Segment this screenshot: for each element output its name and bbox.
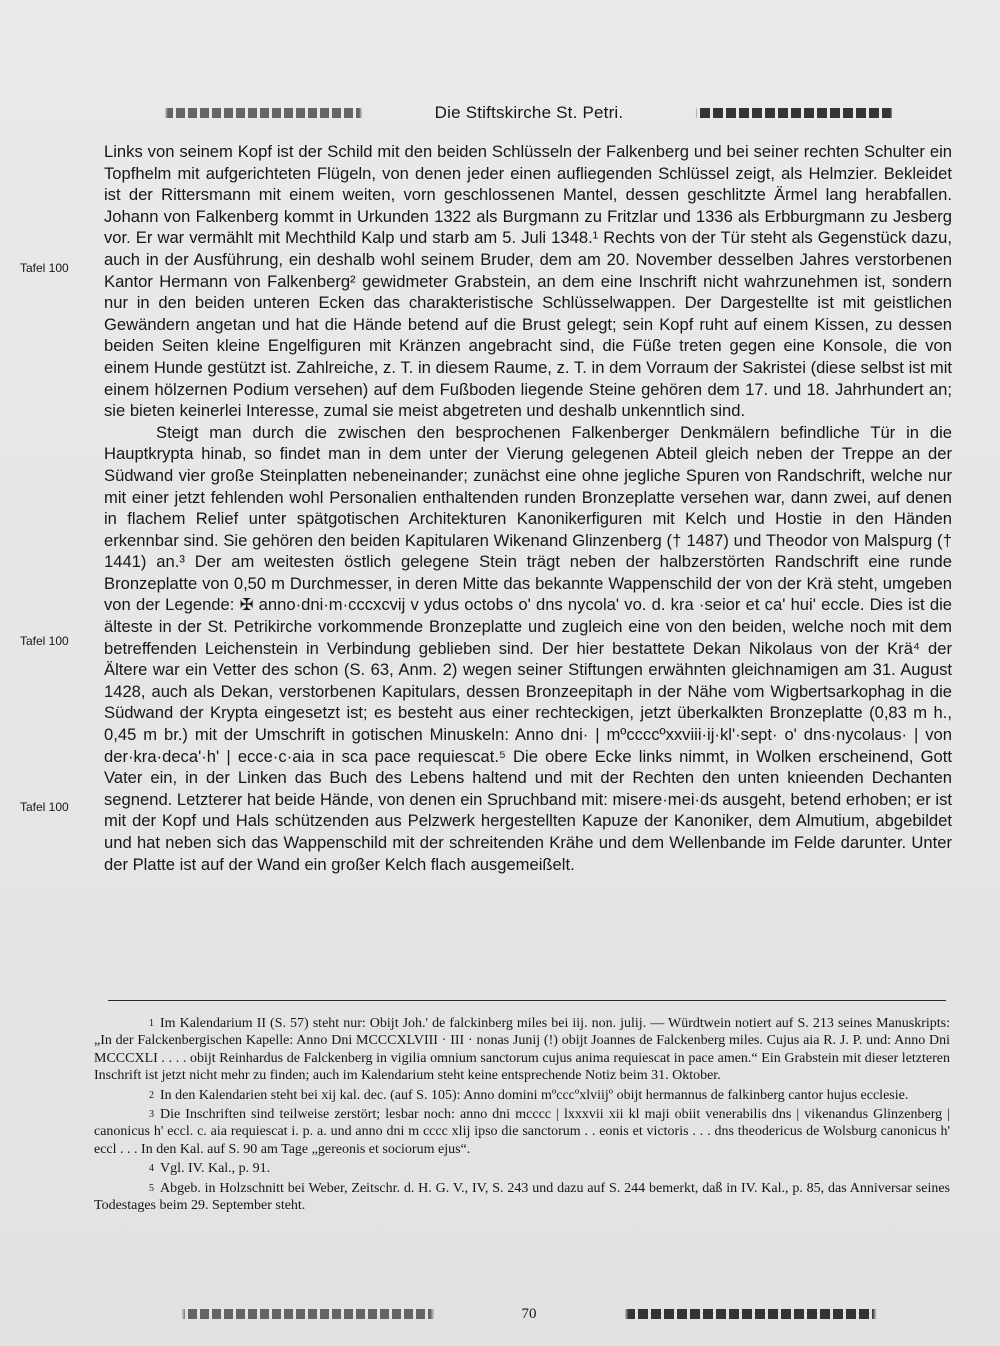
footnote-number: 4 <box>149 1163 154 1175</box>
header-title: Die Stiftskirche St. Petri. <box>434 103 624 122</box>
footnote-text: Im Kalendarium II (S. 57) steht nur: Obijt Joh.' de falckinberg miles bei iij. non. julij. — Würdtwein notiert auf S. 213 seines Manuskripts: „In der Falckenbergischen Kapelle: Anno Dni MCCCXLVIII · III · nonas Junij (!) obijt Joannes de Falckenberg miles. Cujus aia R. J. P. und: Anno Dni MCCCXLI . . . . obijt Reinhardus de Falckenberg in vigilia omnium sanctorum cujus anima requiescat in pace amen.“ Ein Grabstein mit dieser letzteren Inschrift ist jetzt nicht mehr zu finden; auch im Kalendarium steht keine entsprechende Notiz beim 31. Oktober. <box>94 1016 950 1084</box>
footnote <box>94 1180 950 1215</box>
page-number: 70 <box>521 1305 537 1322</box>
footnote-text: Abgeb. in Holzschnitt bei Weber, Zeitschr. d. H. G. V., IV, S. 243 und dazu auf S. 244 bemerkt, daß in IV. Kal., p. 85, das Anniversar seines Todestages beim 29. September steht. <box>94 1180 950 1214</box>
margin-note: Tafel 100 <box>20 634 69 648</box>
ornament-left <box>104 108 423 118</box>
paragraph: Steigt man durch die zwischen den besprochenen Falkenberger Denkmälern befindliche Tür in die Hauptkrypta hinab, so findet man in dem unter der Vierung gelegenen Abteil gleich neben der Treppe an der Südwand vier große Steinplatten nebeneinander; zunächst eine ohne jegliche Spuren von Randschrift, welche nur mit einer jetzt fehlenden wohl Personalien enthaltenden runden Bronzeplatte versehen war, dann zwei, auf denen in flachem Relief unter spätgotischen Architekturen Kanonikerfiguren mit Kelch und Hostie in den Händen erkennbar sind. Sie gehören den beiden Kapitularen Wikenand Glinzenberg († 1487) und Theodor von Malspurg († 1441) an.³ Der am weitesten östlich gelegene Stein trägt neben der halbzerstörten Randschrift eine runde Bronzeplatte von 0,50 m Durchmesser, in deren Mitte das bekannte Wappenschild der von der Krä steht, umgeben von der Legende: ✠ anno·dni·m·cccxcvij v ydus octobs o' dns nycola' vo. d. kra ·seior et ca' hui' eccle. Dies ist die älteste in der St. Petrikirche vorkommende Bronzeplatte und zugleich eine von den beiden, welche noch mit dem betreffenden Leichenstein in Verbindung geblieben sind. Der hier bestattete Dekan Nikolaus von der Krä⁴ der Ältere war ein Vetter des schon (S. 63, Anm. 2) wegen seiner Stiftungen erwähnten gleichnamigen am 31. August 1428, auch als Dekan, verstorbenen Kapitulars, dessen Bronzeepitaph in der Nähe vom Wigbertsarkophag in die Südwand der Krypta eingesetzt ist; es besteht aus einer rechteckigen, jetzt überkalkten Bronzeplatte (0,83 m h., 0,45 m br.) mit der Umschrift in gotischen Minuskeln: Anno dni· | mºccccºxxviii·ij·kl'·sept· o' dns·nycolaus· | von der·kra·deca'·h' | ecce·c·aia in sca pace requiescat.⁵ Die obere Ecke links nimmt, in Wolken erscheinend, Gott Vater ein, in der Linken das Buch des Lebens haltend und mit der Rechten den unten knieenden Dechanten segnend. Letzterer hat beide Hände, von denen ein Spruchband mit: misere·mei·ds ausgeht, betend erhoben; er ist mit der Kopf und Hals schützenden aus Pelzwerk hergestellten Kapuze der Kanoniker, dem Almutium, abgebildet und hat neben sich das Wappenschild mit der schreitenden Krähe und dem Wellenbande im Felde darunter. Unter der Platte ist auf der Wand ein großer Kelch flach ausgemeißelt. <box>104 422 952 874</box>
footnote <box>94 1015 950 1085</box>
footnote-rule <box>108 1000 946 1001</box>
running-header <box>104 100 954 126</box>
footnote-number: 5 <box>149 1182 154 1194</box>
footnote <box>94 1106 950 1158</box>
running-footer <box>104 1303 954 1325</box>
margin-note: Tafel 100 <box>20 800 69 814</box>
main-text <box>104 141 952 875</box>
footnote-text: Vgl. IV. Kal., p. 91. <box>160 1161 271 1177</box>
ornament-left <box>104 1309 512 1319</box>
footnote <box>94 1087 950 1104</box>
footnote <box>94 1160 950 1177</box>
margin-note: Tafel 100 <box>20 261 69 275</box>
footnote-text: Die Inschriften sind teilweise zerstört; lesbar noch: anno dni mcccc | lxxxvii xii kl maji obiit venerabilis dns | vikenandus Glinzenberg | canonicus h' eccl. c. aia requiescat i. p. a. und anno dni m cccc xlij ipso die sanctorum . . eonis et victoris . . . dns theodericus de Wolsburg canonicus h' eccl . . . In den Kal. auf S. 90 am Tage „gereonis et sociorum ejus“. <box>94 1107 950 1157</box>
footnote-text: In den Kalendarien steht bei xij kal. dec. (auf S. 105): Anno domini mºcccºxlviijº obijt hermannus de falkinberg cantor hujus ecclesie. <box>160 1087 909 1103</box>
ornament-right <box>635 108 954 118</box>
paragraph: Links von seinem Kopf ist der Schild mit den beiden Schlüsseln der Falkenberg und bei seiner rechten Schulter ein Topfhelm mit aufgerichteten Flügeln, von denen jeder einen aufliegenden Schlüssel zeigt, als Helmzier. Bekleidet ist der Rittersmann mit einem weiten, vorn geschlossenen Mantel, dessen geschlitzte Ärmel lang herabfallen. Johann von Falkenberg kommt in Urkunden 1322 als Burgmann zu Fritzlar und 1336 als Erbburgmann zu Jesberg vor. Er war vermählt mit Mechthild Kalp und starb am 5. Juli 1348.¹ Rechts von der Tür steht als Gegenstück dazu, auch in der Ausführung, ein deshalb wohl seinem Bruder, dem am 20. November desselben Jahres verstorbenen Kantor Hermann von Falkenberg² gewidmeter Grabstein, an dem eine Inschrift nicht wahrzunehmen ist, sondern nur in den beiden unteren Ecken das charakteristische Schlüsselwappen. Der Dargestellte ist mit geistlichen Gewändern angetan und hat die Hände betend auf die Brust gelegt; sein Kopf ruht auf einem Kissen, zu dessen beiden Seiten kleine Engelfiguren mit Kränzen angebracht sind, die Füße treten gegen eine Konsole, die von einem Hunde gestützt ist. Zahlreiche, z. T. in diesem Raume, z. T. in dem Vorraum der Sakristei (diese selbst ist mit einem hölzernen Podium versehen) auf dem Fußboden liegende Steine gehören dem 17. und 18. Jahrhundert an; sie bieten keinerlei Interesse, zumal sie meist abgetreten und deshalb unkenntlich sind. <box>104 142 952 421</box>
ornament-right <box>547 1309 955 1319</box>
footnote-number: 1 <box>149 1018 154 1029</box>
footnotes <box>94 1015 950 1216</box>
footnote-number: 2 <box>149 1089 154 1101</box>
footnote-number: 3 <box>149 1109 154 1121</box>
